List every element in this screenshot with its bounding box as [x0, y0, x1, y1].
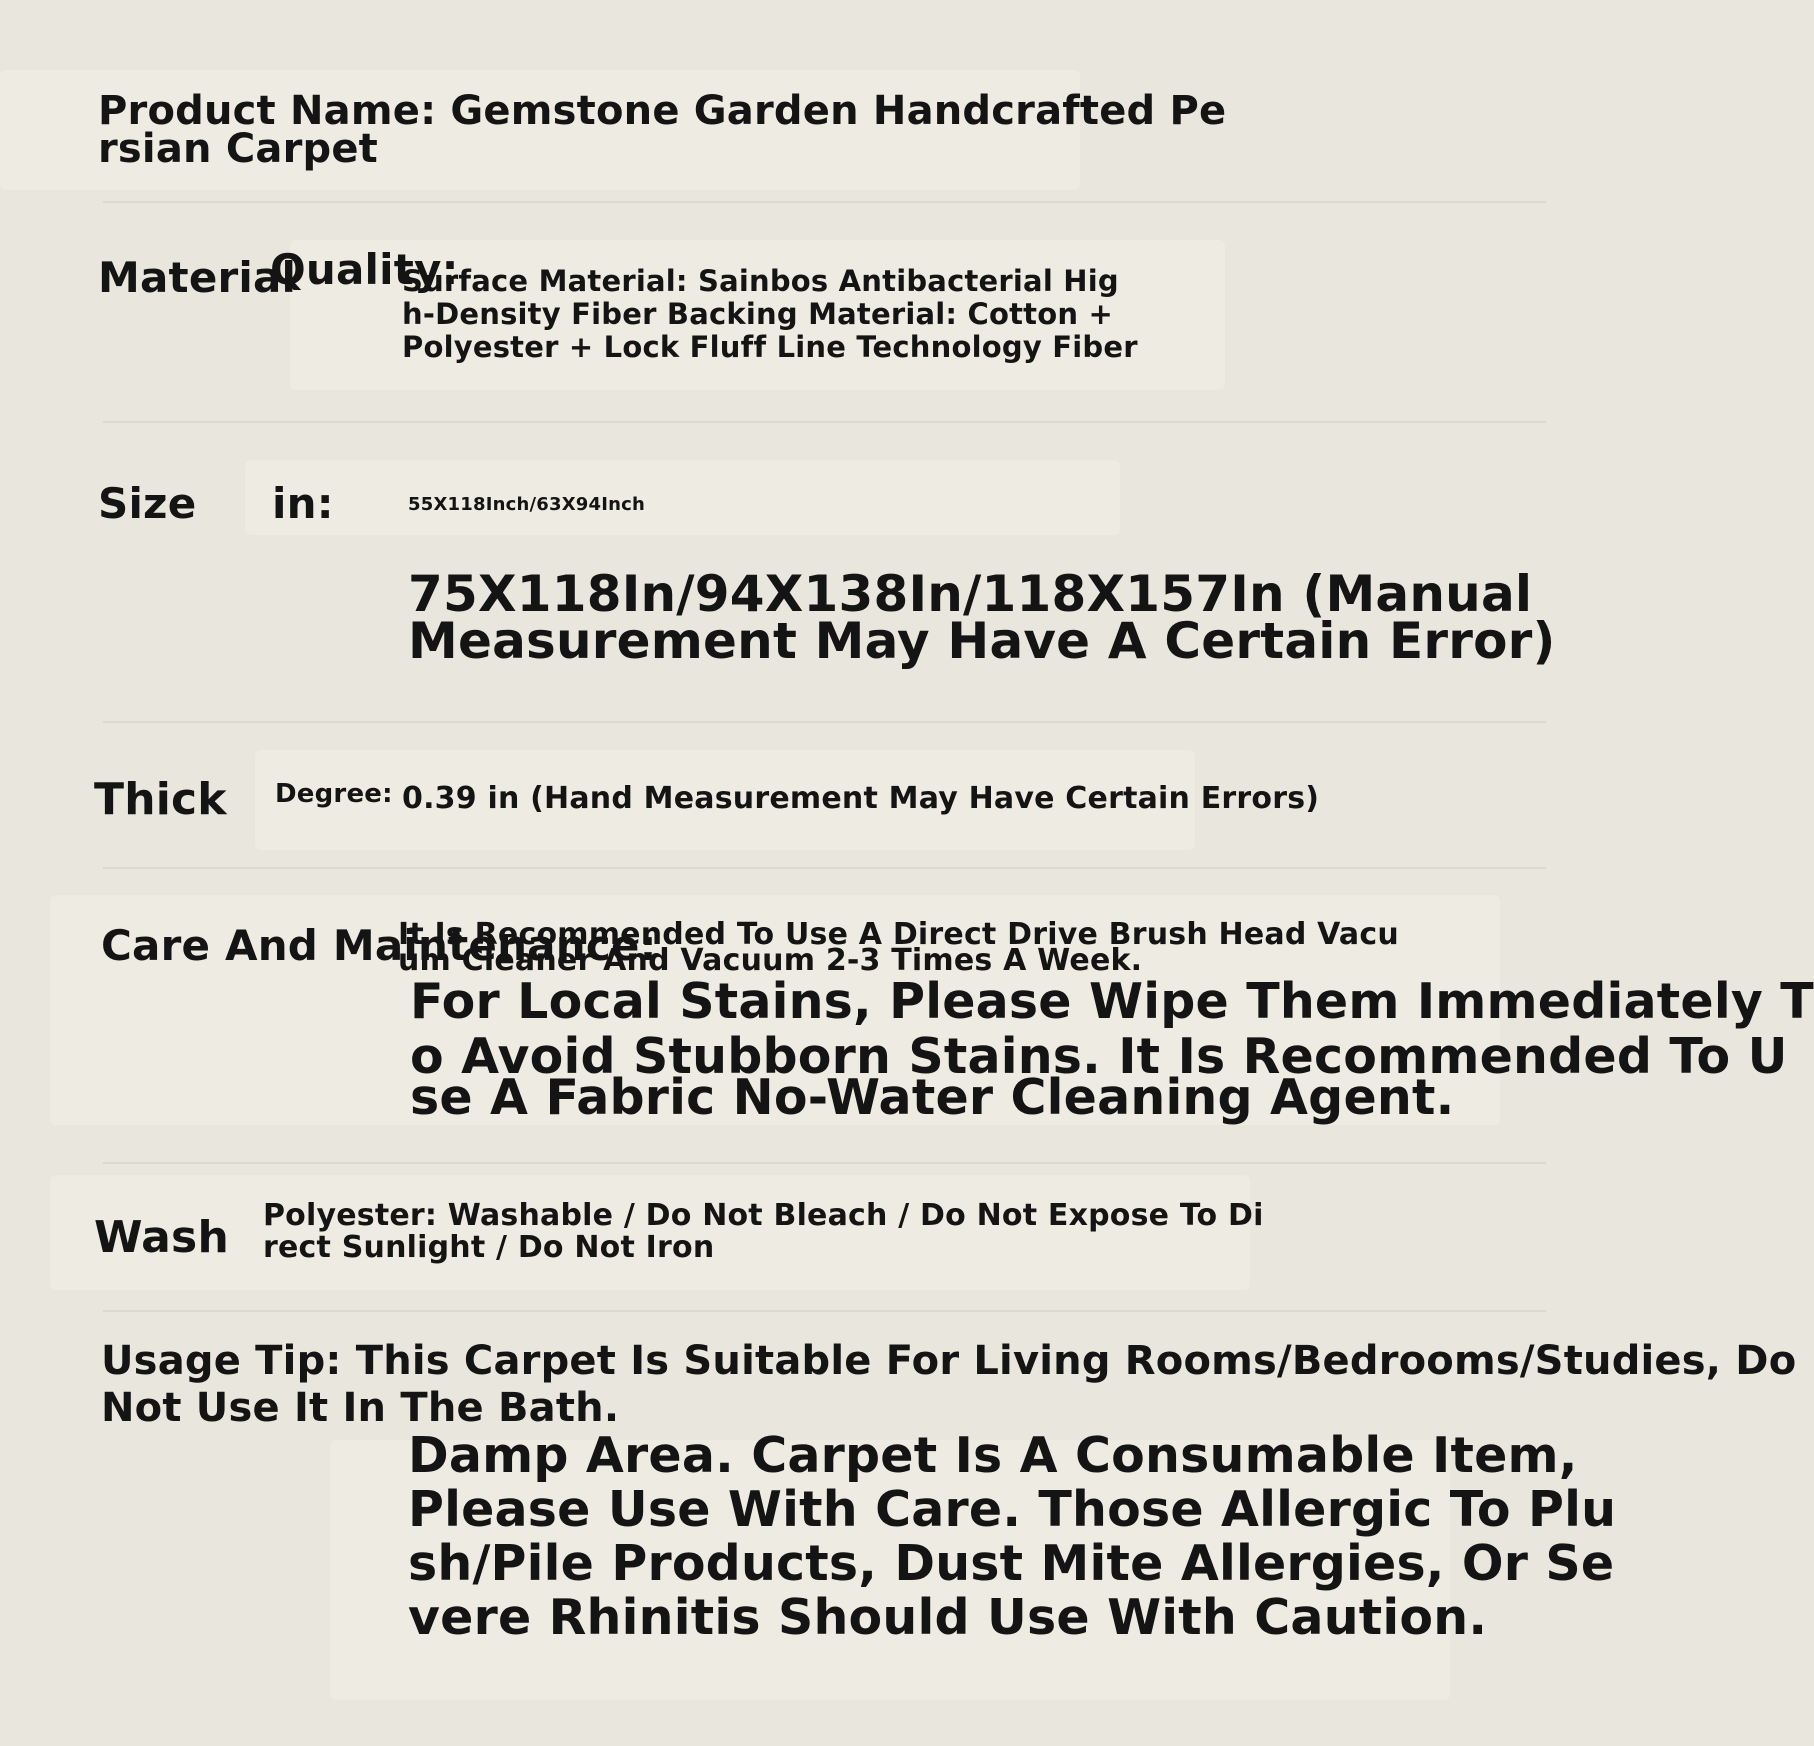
thick-value: 0.39 in (Hand Measurement May Have Certain Errors)	[402, 781, 1320, 816]
product-name-line-1: Product Name: Gemstone Garden Handcrafted Pe	[98, 88, 1227, 134]
material-value-line-3: Polyester + Lock Fluff Line Technology Fiber	[402, 330, 1138, 364]
usage-line-2: Not Use It In The Bath.	[101, 1385, 620, 1431]
material-value-line-2: h-Density Fiber Backing Material: Cotton +	[402, 297, 1113, 331]
material-label: Material	[98, 253, 297, 302]
product-name-line-2: rsian Carpet	[98, 126, 378, 172]
size-value-line-2: Measurement May Have A Certain Error)	[408, 612, 1556, 670]
care-small-line-1: It Is Recommended To Use A Direct Drive Brush Head Vacu	[398, 917, 1399, 952]
divider	[103, 421, 1546, 423]
care-big-line-1: For Local Stains, Please Wipe Them Immediately T	[410, 973, 1814, 1030]
care-label: Care And Maintenance:	[101, 921, 657, 970]
size-value-line-1: 75X118In/94X138In/118X157In (Manual	[408, 565, 1533, 623]
divider	[103, 867, 1546, 869]
size-small-value: 55X118Inch/63X94Inch	[408, 494, 646, 515]
thick-label: Thick	[94, 774, 227, 825]
care-big-line-3: se A Fabric No-Water Cleaning Agent.	[410, 1069, 1455, 1126]
material-value-line-1: Surface Material: Sainbos Antibacterial Hig	[402, 264, 1119, 298]
usage-line-6: vere Rhinitis Should Use With Caution.	[408, 1589, 1488, 1646]
wash-label: Wash	[94, 1212, 229, 1263]
material-quality-label: Quality:	[270, 245, 459, 294]
divider	[103, 721, 1546, 723]
wash-value-line-2: rect Sunlight / Do Not Iron	[263, 1230, 715, 1265]
divider	[103, 201, 1546, 203]
care-big-line-2: o Avoid Stubborn Stains. It Is Recommended To U	[410, 1028, 1788, 1085]
background-patch	[245, 460, 1120, 535]
divider	[103, 1162, 1546, 1164]
usage-line-1: Usage Tip: This Carpet Is Suitable For Living Rooms/Bedrooms/Studies, Do	[101, 1338, 1797, 1384]
wash-value-line-1: Polyester: Washable / Do Not Bleach / Do Not Expose To Di	[263, 1198, 1264, 1233]
thick-degree-label: Degree:	[275, 779, 393, 809]
divider	[103, 1310, 1546, 1312]
size-in-label: in:	[272, 479, 334, 528]
care-small-line-2: um Cleaner And Vacuum 2-3 Times A Week.	[398, 943, 1143, 978]
usage-line-3: Damp Area. Carpet Is A Consumable Item,	[408, 1427, 1578, 1484]
size-label: Size	[98, 479, 197, 528]
usage-line-4: Please Use With Care. Those Allergic To Plu	[408, 1481, 1617, 1538]
usage-line-5: sh/Pile Products, Dust Mite Allergies, Or Se	[408, 1535, 1615, 1592]
